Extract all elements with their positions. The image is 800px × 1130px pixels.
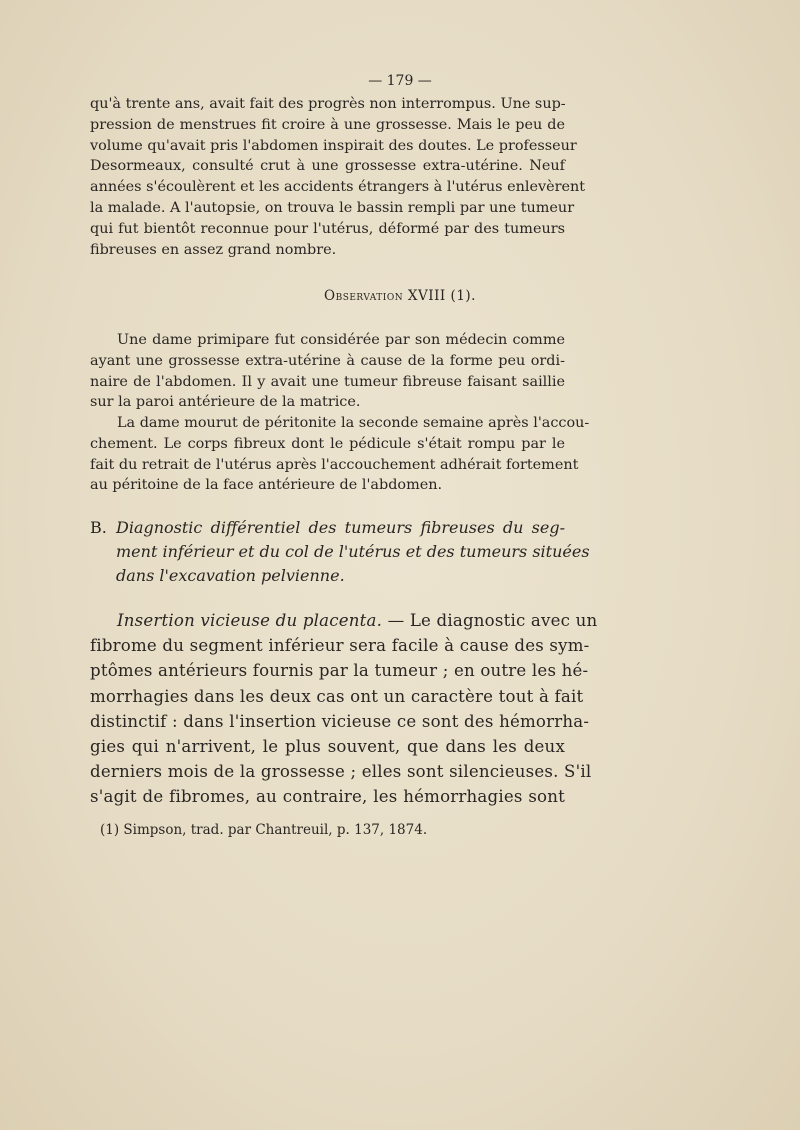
- subsection-line: fibrome du segment inférieur sera facile à cause des sym-: [90, 636, 590, 656]
- paragraph-1-line: volume qu'avait pris l'abdomen inspirait des doutes. Le professeur: [90, 137, 577, 154]
- paragraph-2-line: Une dame primipare fut considérée par son médecin comme: [117, 332, 565, 348]
- subsection-line: distinctif : dans l'insertion vicieuse ce sont des hémorrha-: [90, 711, 590, 731]
- subsection-title: Insertion vicieuse du placenta.: [117, 611, 383, 630]
- subsection-line-text: — Le diagnostic avec un: [382, 611, 598, 630]
- subsection-line: morrhagies dans les deux cas ont un caractère tout à fait: [90, 686, 584, 706]
- paragraph-1: [90, 94, 586, 260]
- paragraph-2-line: ayant une grossesse extra-utérine à cause de la forme peu ordi-: [90, 352, 565, 369]
- observation-label: Observation: [324, 288, 404, 304]
- paragraph-1-line: Desormeaux, consulté crut à une grossesse extra-utérine. Neuf: [90, 158, 565, 175]
- subsection-line: ptômes antérieurs fournis par la tumeur ; en outre les hé-: [90, 661, 589, 681]
- paragraph-1-line: qui fut bientôt reconnue pour l'utérus, déformé par des tumeurs: [90, 220, 565, 237]
- paragraph-1-line: pression de menstrues fit croire à une grossesse. Mais le peu de: [90, 116, 565, 133]
- paragraph-2-line: naire de l'abdomen. Il y avait une tumeur fibreuse faisant saillie: [90, 373, 565, 390]
- subsection-line: derniers mois de la grossesse ; elles sont silencieuses. S'il: [90, 762, 592, 782]
- paragraph-3-line: chement. Le corps fibreux dont le pédicule s'était rompu par le: [90, 435, 565, 452]
- page-number: — 179 —: [368, 73, 432, 89]
- paragraph-3-line: La dame mourut de péritonite la seconde semaine après l'accou-: [117, 415, 590, 431]
- subsection-paragraph: [90, 608, 598, 810]
- section-title-line: dans l'excavation pelvienne.: [116, 566, 345, 585]
- paragraph-1-line: fibreuses en assez grand nombre.: [90, 241, 337, 258]
- paragraph-3-line: au péritoine de la face antérieure de l'abdomen.: [90, 477, 443, 494]
- observation-heading: [0, 288, 800, 304]
- section-title-line: ment inférieur et du col de l'utérus et des tumeurs situées: [116, 542, 590, 561]
- paragraph-3: [90, 413, 590, 496]
- footnote-text: (1) Simpson, trad. par Chantreuil, p. 137, 1874.: [100, 822, 428, 838]
- observation-number: XVIII (1).: [403, 288, 476, 304]
- paragraph-3-line: fait du retrait de l'utérus après l'accouchement adhérait fortement: [90, 456, 579, 473]
- subsection-line: [90, 608, 598, 633]
- section-title-line: Diagnostic différentiel des tumeurs fibreuses du seg-: [116, 518, 565, 537]
- footnote: [100, 821, 575, 839]
- paragraph-2: [90, 330, 565, 413]
- paragraph-1-line: la malade. A l'autopsie, on trouva le bassin rempli par une tumeur: [90, 199, 575, 216]
- subsection-line: gies qui n'arrivent, le plus souvent, que dans les deux: [90, 737, 565, 757]
- paragraph-1-line: qu'à trente ans, avait fait des progrès non interrompus. Une sup-: [90, 96, 566, 112]
- paragraph-1-line: années s'écoulèrent et les accidents étrangers à l'utérus enlevèrent: [90, 179, 586, 196]
- paragraph-2-line: sur la paroi antérieure de la matrice.: [90, 394, 361, 411]
- subsection-line: s'agit de fibromes, au contraire, les hémorrhagies sont: [90, 787, 565, 807]
- section-heading: [90, 516, 590, 588]
- section-letter: B.: [90, 518, 107, 537]
